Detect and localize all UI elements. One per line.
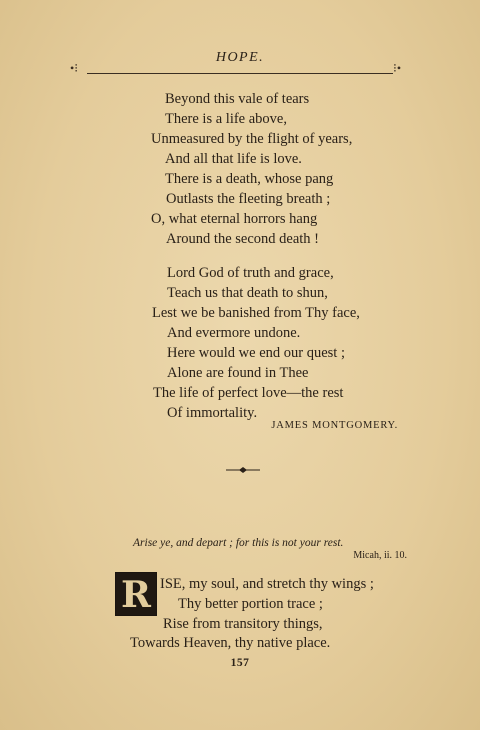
poem-line: Towards Heaven, thy native place.: [130, 635, 331, 651]
poem-line: Teach us that death to shun,: [167, 285, 328, 301]
poem-line: Beyond this vale of tears: [165, 91, 310, 107]
section-divider-ornament: [226, 465, 260, 475]
poem-line: Here would we end our quest ;: [167, 345, 345, 361]
poem-line: The life of perfect love—the rest: [153, 385, 344, 401]
rule-ornament-left: •⁝: [70, 61, 79, 75]
poem-line: Outlasts the fleeting breath ;: [166, 191, 331, 207]
epigraph: Arise ye, and depart ; for this is not your rest.: [133, 537, 344, 549]
poem-line: Rise from transitory things,: [163, 616, 323, 632]
poem-line: Of immortality.: [167, 405, 258, 421]
poem-line: Unmeasured by the flight of years,: [151, 131, 353, 147]
page-number: 157: [230, 657, 250, 669]
rule-ornament-right: ⁝•: [393, 61, 402, 75]
poem-line: Thy better portion trace ;: [178, 596, 323, 612]
poem-line: Alone are found in Thee: [167, 365, 309, 381]
poem-line: And all that life is love.: [165, 151, 302, 167]
poem-line: Around the second death !: [166, 231, 320, 247]
poem-line: There is a life above,: [165, 111, 287, 127]
poem-line: Lord God of truth and grace,: [167, 265, 334, 281]
poem-line: Lest we be banished from Thy face,: [152, 305, 360, 321]
poem-line: ISE, my soul, and stretch thy wings ;: [160, 576, 374, 592]
drop-cap: [115, 572, 157, 616]
poem-line: And evermore undone.: [167, 325, 301, 341]
running-head: HOPE.: [215, 50, 265, 65]
drop-cap-letter: R: [121, 574, 151, 616]
poem-line: There is a death, whose pang: [165, 171, 334, 187]
header-rule: [87, 73, 393, 74]
poem-line: O, what eternal horrors hang: [151, 211, 318, 227]
author-signature: JAMES MONTGOMERY.: [271, 420, 398, 431]
epigraph-reference: Micah, ii. 10.: [353, 550, 407, 561]
